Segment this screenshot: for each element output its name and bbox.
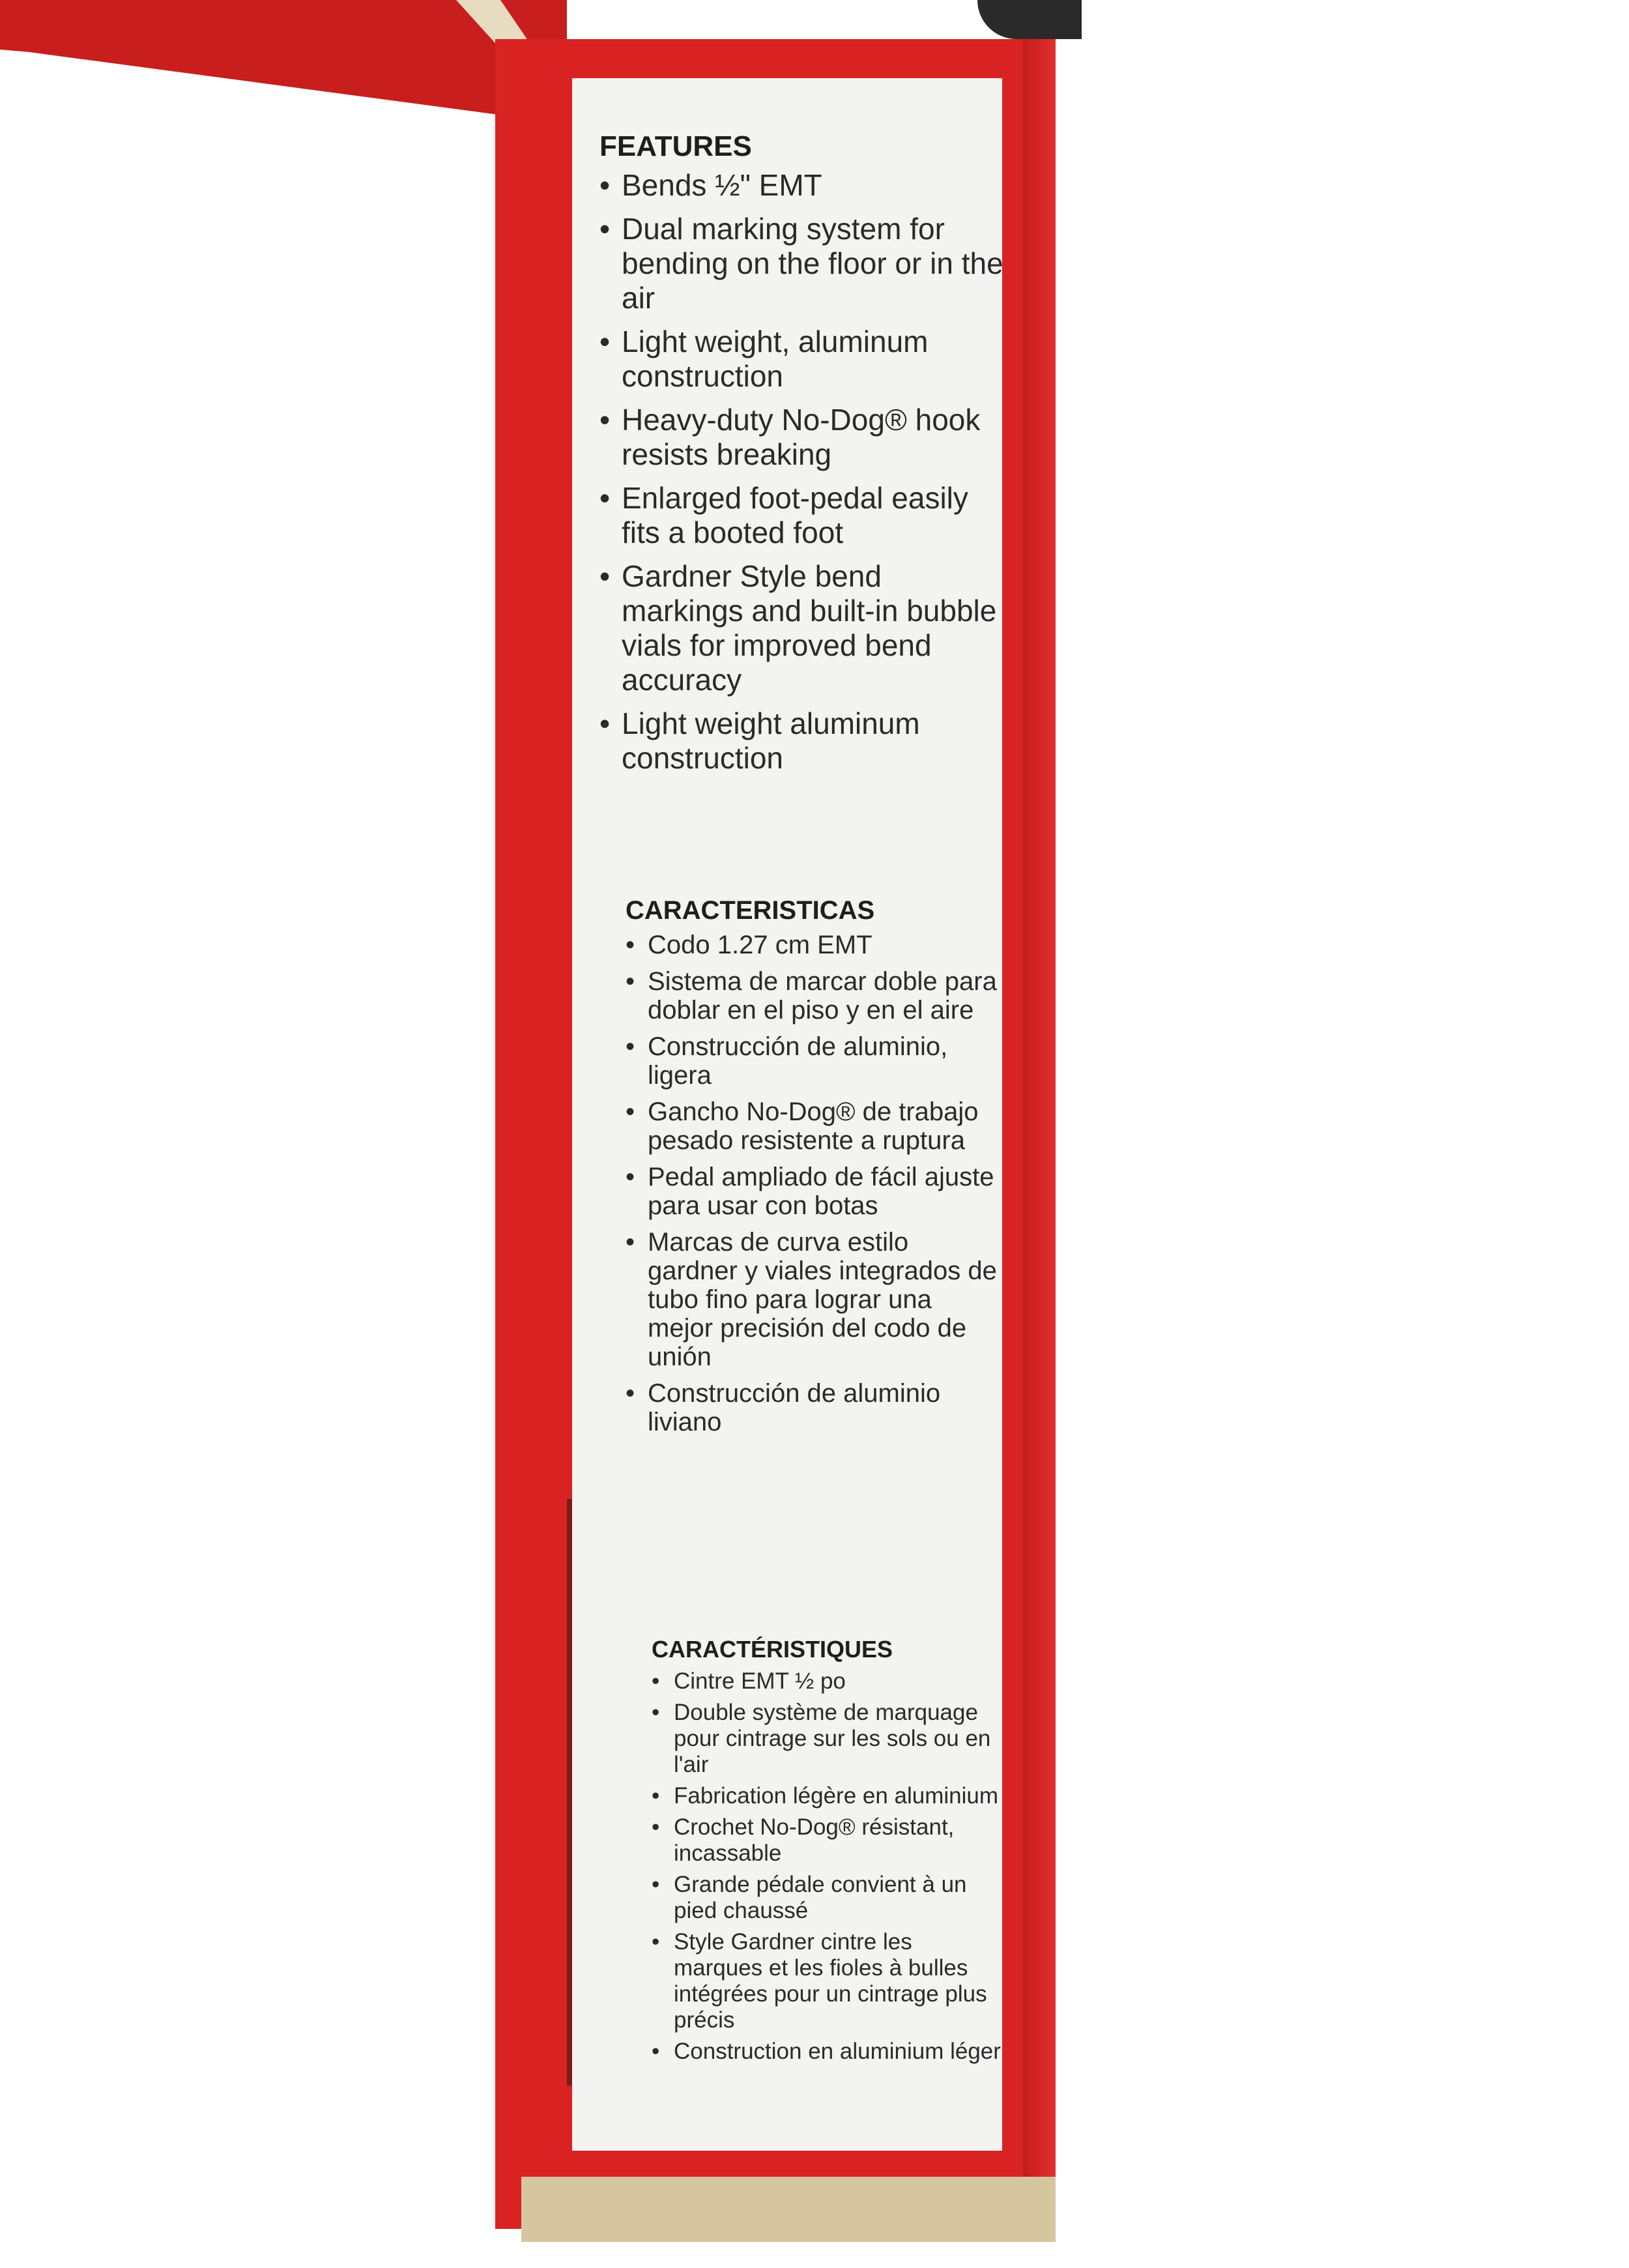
feature-item: • Crochet No-Dog® résistant, incassable [652, 1814, 1003, 1867]
feature-item: • Heavy-duty No-Dog® hook resists breaking [599, 403, 1003, 472]
features-list-en [599, 168, 1003, 776]
features-heading-es: CARACTERISTICAS [626, 896, 875, 925]
box-bottom-edge [521, 2177, 1056, 2242]
features-spanish [626, 896, 1003, 1444]
feature-item: • Construcción de aluminio liviano [626, 1379, 1003, 1436]
features-heading-en: FEATURES [599, 130, 752, 162]
feature-item: • Marcas de curva estilo gardner y viales integrados de tubo fino para lograr una mejor precisión del codo de unión [626, 1228, 1003, 1371]
box-shadow [977, 0, 1082, 39]
feature-item: • Double système de marquage pour cintrage sur les sols ou en l'air [652, 1700, 1003, 1778]
feature-item: • Codo 1.27 cm EMT [626, 931, 1003, 959]
feature-item: • Enlarged foot-pedal easily fits a booted foot [599, 481, 1003, 550]
feature-item: • Gancho No-Dog® de trabajo pesado resistente a ruptura [626, 1098, 1003, 1155]
feature-item: • Cintre EMT ½ po [652, 1668, 1003, 1694]
feature-item: • Light weight, aluminum construction [599, 325, 1003, 394]
feature-item: • Bends ½" EMT [599, 168, 1003, 203]
feature-item: • Gardner Style bend markings and built-in bubble vials for improved bend accuracy [599, 559, 1003, 697]
features-list-es [626, 931, 1003, 1436]
feature-item: • Pedal ampliado de fácil ajuste para usar con botas [626, 1163, 1003, 1220]
feature-item: • Grande pédale convient à un pied chaussé [652, 1872, 1003, 1924]
feature-item: • Construction en aluminium léger [652, 2039, 1003, 2065]
features-french [652, 1636, 1003, 2070]
feature-item: • Sistema de marcar doble para doblar en el piso y en el aire [626, 967, 1003, 1025]
feature-item: • Construcción de aluminio, ligera [626, 1032, 1003, 1090]
feature-item: • Style Gardner cintre les marques et les fioles à bulles intégrées pour un cintrage plus précis [652, 1929, 1003, 2033]
features-list-fr [652, 1668, 1003, 2065]
features-english [599, 130, 1003, 785]
features-heading-fr: CARACTÉRISTIQUES [652, 1636, 893, 1663]
feature-item: • Dual marking system for bending on the floor or in the air [599, 212, 1003, 315]
feature-item: • Fabrication légère en aluminium [652, 1783, 1003, 1809]
box-right-edge [1023, 39, 1056, 2229]
feature-item: • Light weight aluminum construction [599, 706, 1003, 776]
